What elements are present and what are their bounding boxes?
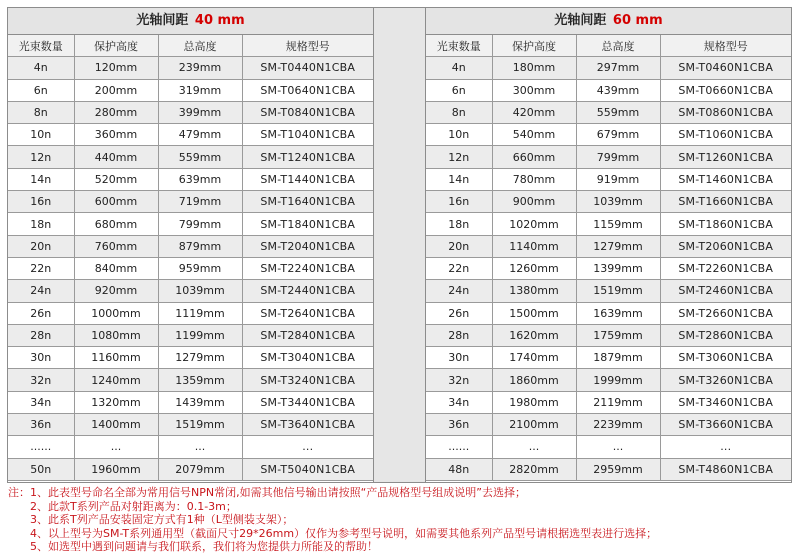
cell-beam-count: 32n [8,369,74,391]
header-beam-count: 光束数量 [426,35,492,57]
table-row [426,79,791,101]
table-row [8,347,373,369]
cell-protection-height: 1500mm [492,302,576,324]
cell-model: SM-T0460N1CBA [660,57,791,79]
cell-total-height: 559mm [576,101,660,123]
cell-beam-count: 34n [426,391,492,413]
cell-beam-count: 22n [8,257,74,279]
cell-model: SM-T0660N1CBA [660,79,791,101]
cell-model: SM-T3260N1CBA [660,369,791,391]
cell-beam-count: 4n [8,57,74,79]
cell-protection-height: 420mm [492,101,576,123]
cell-model: SM-T1640N1CBA [242,191,373,213]
note-text: 5、如选型中遇到问题请与我们联系，我们将为您提供力所能及的帮助！ [30,540,378,554]
cell-total-height: 1279mm [158,347,242,369]
cell-total-height: 1039mm [576,191,660,213]
cell-model: SM-T1460N1CBA [660,168,791,190]
notes-section [8,486,792,554]
cell-total-height: 1879mm [576,347,660,369]
cell-total-height: 439mm [576,79,660,101]
cell-total-height: 2959mm [576,458,660,480]
cell-protection-height: 1620mm [492,324,576,346]
note-item [8,540,792,554]
cell-protection-height: 780mm [492,168,576,190]
table-row [426,213,791,235]
cell-protection-height: 540mm [492,124,576,146]
cell-protection-height: 1140mm [492,235,576,257]
table-row [426,57,791,79]
cell-protection-height: 1320mm [74,391,158,413]
cell-total-height: 799mm [158,213,242,235]
cell-protection-height: 200mm [74,79,158,101]
table-row [426,324,791,346]
cell-protection-height: 1260mm [492,257,576,279]
table-row [8,369,373,391]
cell-protection-height: 1380mm [492,280,576,302]
cell-protection-height: 180mm [492,57,576,79]
cell-protection-height: 1740mm [492,347,576,369]
table-row [426,369,791,391]
note-text: 4、以上型号为SM-T系列通用型（截面尺寸29*26mm）仅作为参考型号说明，如需要其他系列产品型号请根据选型表进行选择； [30,526,658,540]
cell-beam-count: 28n [426,324,492,346]
cell-model: SM-T3440N1CBA [242,391,373,413]
cell-protection-height: 760mm [74,235,158,257]
cell-model: SM-T2460N1CBA [660,280,791,302]
cell-beam-count: 30n [426,347,492,369]
cell-total-height: 399mm [158,101,242,123]
cell-model: SM-T2840N1CBA [242,324,373,346]
cell-beam-count: 26n [426,302,492,324]
cell-model: SM-T0860N1CBA [660,101,791,123]
cell-model: SM-T3240N1CBA [242,369,373,391]
cell-protection-height: 1160mm [74,347,158,369]
cell-model: SM-T2240N1CBA [242,257,373,279]
table-row [8,79,373,101]
table-row [426,391,791,413]
cell-total-height: 2079mm [158,458,242,480]
cell-model: ... [660,436,791,458]
note-item [8,486,792,500]
cell-total-height: ... [158,436,242,458]
cell-model: SM-T1040N1CBA [242,124,373,146]
cell-protection-height: 360mm [74,124,158,146]
cell-total-height: 1439mm [158,391,242,413]
cell-protection-height: 1860mm [492,369,576,391]
cell-total-height: 2119mm [576,391,660,413]
cell-protection-height: 900mm [492,191,576,213]
cell-beam-count: 48n [426,458,492,480]
cell-protection-height: 120mm [74,57,158,79]
table-row [8,414,373,436]
header-total-height: 总高度 [576,35,660,57]
cell-model: SM-T2040N1CBA [242,235,373,257]
spacing-40mm-panel [7,7,374,483]
cell-protection-height: 840mm [74,257,158,279]
table-row [426,347,791,369]
cell-beam-count: 22n [426,257,492,279]
cell-model: SM-T1440N1CBA [242,168,373,190]
cell-model: SM-T0640N1CBA [242,79,373,101]
cell-model: SM-T1260N1CBA [660,146,791,168]
cell-beam-count: 28n [8,324,74,346]
cell-beam-count: 32n [426,369,492,391]
cell-beam-count: 12n [8,146,74,168]
cell-model: SM-T3660N1CBA [660,414,791,436]
table-row [426,414,791,436]
table-row [426,302,791,324]
spacing-60mm-panel [425,7,792,483]
table-row [8,280,373,302]
cell-model: SM-T3040N1CBA [242,347,373,369]
table-divider [374,7,425,483]
cell-protection-height: 300mm [492,79,576,101]
cell-model: SM-T0440N1CBA [242,57,373,79]
cell-model: SM-T2440N1CBA [242,280,373,302]
cell-total-height: 239mm [158,57,242,79]
cell-protection-height: 1240mm [74,369,158,391]
header-total-height: 总高度 [158,35,242,57]
cell-beam-count: 8n [8,101,74,123]
cell-total-height: 1159mm [576,213,660,235]
cell-total-height: 919mm [576,168,660,190]
cell-protection-height: 600mm [74,191,158,213]
cell-model: SM-T2060N1CBA [660,235,791,257]
cell-total-height: 1119mm [158,302,242,324]
cell-total-height: 1759mm [576,324,660,346]
cell-total-height: 639mm [158,168,242,190]
cell-beam-count: 18n [8,213,74,235]
cell-beam-count: 10n [8,124,74,146]
spec-table-40mm [8,35,373,481]
table-header-row [8,35,373,57]
title-spacing-value: 40 mm [194,13,245,28]
table-row [426,101,791,123]
cell-beam-count: 50n [8,458,74,480]
cell-model: SM-T1240N1CBA [242,146,373,168]
table-body-40mm [8,57,373,481]
cell-model: SM-T4860N1CBA [660,458,791,480]
cell-protection-height: 1080mm [74,324,158,346]
table-row [8,168,373,190]
cell-protection-height: 660mm [492,146,576,168]
cell-beam-count: 36n [426,414,492,436]
cell-protection-height: 920mm [74,280,158,302]
title-prefix: 光轴间距 [136,13,189,28]
cell-model: SM-T2860N1CBA [660,324,791,346]
cell-total-height: 1199mm [158,324,242,346]
title-spacing-value: 60 mm [612,13,663,28]
cell-total-height: 1519mm [576,280,660,302]
cell-protection-height: ... [492,436,576,458]
table-row [426,436,791,458]
cell-model: SM-T1840N1CBA [242,213,373,235]
cell-total-height: 719mm [158,191,242,213]
cell-protection-height: ... [74,436,158,458]
cell-beam-count: 34n [8,391,74,413]
cell-beam-count: ...... [8,436,74,458]
cell-total-height: 679mm [576,124,660,146]
cell-model: SM-T2260N1CBA [660,257,791,279]
cell-total-height: 1399mm [576,257,660,279]
cell-total-height: 1999mm [576,369,660,391]
table-body-60mm [426,57,791,481]
cell-beam-count: 24n [8,280,74,302]
note-item [8,500,792,514]
table-row [8,324,373,346]
cell-beam-count: 12n [426,146,492,168]
spec-table-60mm [426,35,791,481]
table-row [8,302,373,324]
table-row [426,280,791,302]
cell-protection-height: 1960mm [74,458,158,480]
note-prefix: 注： [8,486,30,499]
cell-model: SM-T1860N1CBA [660,213,791,235]
cell-protection-height: 440mm [74,146,158,168]
cell-protection-height: 1400mm [74,414,158,436]
cell-protection-height: 1020mm [492,213,576,235]
cell-beam-count: 26n [8,302,74,324]
cell-protection-height: 2820mm [492,458,576,480]
table-row [8,235,373,257]
cell-protection-height: 2100mm [492,414,576,436]
table-row [8,436,373,458]
cell-protection-height: 1000mm [74,302,158,324]
cell-total-height: 297mm [576,57,660,79]
cell-model: SM-T1060N1CBA [660,124,791,146]
table-row [8,124,373,146]
cell-model: SM-T2660N1CBA [660,302,791,324]
cell-model: SM-T1660N1CBA [660,191,791,213]
cell-beam-count: 24n [426,280,492,302]
cell-protection-height: 520mm [74,168,158,190]
cell-total-height: 799mm [576,146,660,168]
table-header-row [426,35,791,57]
table-row [426,146,791,168]
table-row [426,257,791,279]
cell-beam-count: 36n [8,414,74,436]
cell-beam-count: 16n [426,191,492,213]
header-protection-height: 保护高度 [74,35,158,57]
cell-total-height: 1359mm [158,369,242,391]
table-row [8,391,373,413]
header-model: 规格型号 [242,35,373,57]
cell-protection-height: 1980mm [492,391,576,413]
table-row [426,191,791,213]
cell-model: SM-T3460N1CBA [660,391,791,413]
table-row [8,57,373,79]
cell-beam-count: 20n [8,235,74,257]
table-row [426,458,791,480]
cell-model: SM-T0840N1CBA [242,101,373,123]
cell-beam-count: 18n [426,213,492,235]
cell-total-height: 2239mm [576,414,660,436]
cell-total-height: 1639mm [576,302,660,324]
cell-model: SM-T2640N1CBA [242,302,373,324]
cell-beam-count: 20n [426,235,492,257]
table-row [8,458,373,480]
cell-total-height: 319mm [158,79,242,101]
cell-total-height: 559mm [158,146,242,168]
header-beam-count: 光束数量 [8,35,74,57]
cell-protection-height: 280mm [74,101,158,123]
panel-title-60mm [426,8,791,35]
cell-beam-count: 14n [426,168,492,190]
cell-beam-count: 6n [426,79,492,101]
cell-total-height: 1279mm [576,235,660,257]
table-row [8,146,373,168]
cell-total-height: 1519mm [158,414,242,436]
cell-beam-count: 8n [426,101,492,123]
table-row [8,257,373,279]
cell-total-height: ... [576,436,660,458]
cell-model: SM-T5040N1CBA [242,458,373,480]
panel-title-40mm [8,8,373,35]
title-prefix: 光轴间距 [554,13,607,28]
cell-beam-count: 6n [8,79,74,101]
note-text: 1、此表型号命名全部为常用信号NPN常闭,如需其他信号输出请按照“产品规格型号组成说明”去选择； [30,486,526,499]
cell-total-height: 879mm [158,235,242,257]
cell-beam-count: 10n [426,124,492,146]
cell-beam-count: 16n [8,191,74,213]
cell-beam-count: ...... [426,436,492,458]
header-model: 规格型号 [660,35,791,57]
table-row [426,124,791,146]
note-text: 3、此系T列产品安装固定方式有1种（L型侧装支架）； [30,513,294,527]
note-item [8,513,792,527]
note-item [8,527,792,541]
spec-tables [7,7,793,483]
cell-beam-count: 4n [426,57,492,79]
header-protection-height: 保护高度 [492,35,576,57]
cell-protection-height: 680mm [74,213,158,235]
table-row [8,213,373,235]
table-row [8,101,373,123]
cell-model: SM-T3640N1CBA [242,414,373,436]
table-row [426,235,791,257]
cell-model: SM-T3060N1CBA [660,347,791,369]
cell-total-height: 1039mm [158,280,242,302]
table-row [8,191,373,213]
cell-beam-count: 14n [8,168,74,190]
cell-beam-count: 30n [8,347,74,369]
cell-model: ... [242,436,373,458]
cell-total-height: 479mm [158,124,242,146]
note-text: 2、此款T系列产品对射距离为：0.1-3m； [30,499,237,513]
table-row [426,168,791,190]
cell-total-height: 959mm [158,257,242,279]
